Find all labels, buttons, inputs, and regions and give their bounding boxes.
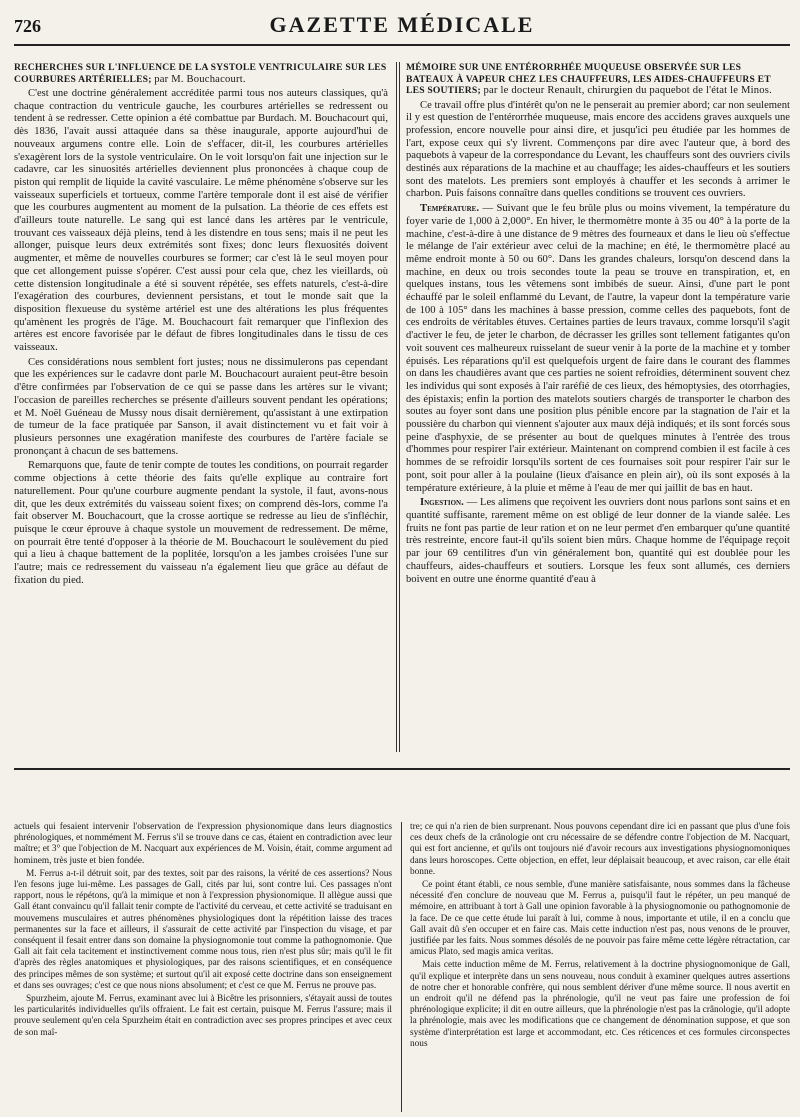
lower-left-column (14, 822, 392, 1041)
article2-paragraph-1: Ce travail offre plus d'intérêt qu'on ne le penserait au premier abord; car non seulement il y est question de l'entérorrhée muqueuse, mais encore des accidens graves auxquels une profession, encore nouvelle pour ainsi dire, et jusqu'ici peu étudiée par les hommes de l'art, expose ceux qui s'y livrent. Commençons par dire avec l'auteur que, à bord des paquebots à vapeur de la correspondance du Levant, les chauffeurs sont des ouvriers civils destinés aux réparations de la machine et au chauffage; les aides-chauffeurs et les soutiers sont des matelots. Les premiers sont employés à chauffer et les seconds à arrimer le charbon. Puis faisons connaître dans quelles conditions se trouvent ces ouvriers. (406, 99, 790, 200)
column-divider-double (399, 62, 400, 752)
article1-title (14, 62, 388, 85)
lower-left-paragraph-3: Spurzheim, ajoute M. Ferrus, examinant avec lui à Bicêtre les prisonniers, s'étayait aussi de toutes les particularités individuelles qu'ils offraient. Le fait est certain, puisque M. Ferrus l'assure; mais il prouve seulement qu'en cela Spurzheim était en contradiction avec ses propres principes et avec ceux de son maî- (14, 994, 392, 1038)
lower-right-paragraph-3: Mais cette induction même de M. Ferrus, relativement à la doctrine physiognomonique de Gall, qu'il explique et interprète dans un sens nouveau, nous conduit à examiner quelques autres assertions de notre cher et honorable confrère, qui nous semblent dériver d'une même source. Il nous avertit en un endroit qu'il ne défend pas la phrénologie, qu'il ne veut pas faire une profession de foi phrénologique explicite; il dit en outre ailleurs, que la phrénologie n'est pas la crânologie, qu'il adopte la phrénologie, mais avec les modifications que ce changement de dénomination suppose, et que son système d'interprétation est large et accommodant, etc. Ces réticences et ces formules circonspectes nous (410, 960, 790, 1049)
upper-section (14, 62, 790, 762)
article2-temperature-paragraph (406, 203, 790, 495)
page-number: 726 (14, 16, 41, 36)
article1-paragraph-2: Ces considérations nous semblent fort justes; nous ne dissimulerons pas cependant que les expériences sur le cadavre dont parle M. Bouchacourt auraient peut-être besoin d'être confirmées par l'observation de ce qui se passe dans les artères sur le vivant; l'occasion de pareilles recherches se présente d'ailleurs souvent pendant les opérations; et M. Noël Guéneau de Mussy nous disait dernièrement, qu'assistant à une extirpation de tumeur de la face pratiquée par Sanson, il avait distinctement vu et fait voir à plusieurs personnes une exagération manifeste des courbures de l'artère faciale se prononçant à chacun de ses battemens. (14, 356, 388, 457)
page (14, 10, 790, 1110)
journal-title: GAZETTE MÉDICALE (269, 12, 535, 37)
right-column (406, 62, 790, 588)
page-header (14, 10, 790, 46)
article1-paragraph-3: Remarquons que, faute de tenir compte de toutes les conditions, on pourrait regarder comme objections à cette théorie des faits qu'elle explique au contraire fort naturellement. Pour qu'une courbure augmente pendant la systole, il faut, avons-nous dit, que les deux extrémités du vaisseau soient fixes; on comprend dès-lors, comme l'a fait observer M. Bouchacourt, que la crosse aortique se redresse au lieu de s'infléchir, puisque le cœur éprouve à chaque systole un mouvement de redressement. De même, on pourrait être tenté d'opposer à la théorie de M. Bouchacourt le soulèvement du pied qui a lieu à chaque battement de la poplitée, lorsqu'on a les jambes croisées l'une sur l'autre; mais ce redressement du vaisseau n'a également lieu que grâce au défaut de fixation du pied. (14, 460, 388, 586)
lower-section (14, 822, 790, 1112)
lower-left-paragraph-2: M. Ferrus a-t-il détruit soit, par des textes, soit par des raisons, la vérité de ces assertions? Nous l'en fesons juge lui-même. Les passages de Gall, cités par lui, sont contre lui. Ces passages n'ont rapport, nous le répétons, qu'à la mimique et non à l'expression physionomique. Il allègue aussi que Gall étant convaincu qu'il fallait tenir compte de l'activité du cerveau, et cette activité se traduisant en mouvemens musculaires et autres phénomènes physiologiques dont la répétition laisse des traces permanentes sur la face et ailleurs, il s'assurait de cette activité par l'inspection du visage, et par conséquent il fesait entrer dans son domaine la physiognomonie tout comme la pathognomonie. Que Gall ait fait cela tacitement et instinctivement comme nous tous, rien n'est plus sûr; mais qu'il le fit d'après des règles anatomiques et physiologiques, par des raisons scientifiques, et en conséquence des principes mêmes de son système; et surtout qu'il ait exposé cette doctrine dans son enseignement et dans ses ouvrages; c'est ce que nous nions absolument; et c'est ce que M. Ferrus ne prouve pas. (14, 868, 392, 991)
section-separator (14, 768, 790, 770)
article2-title-text: MÉMOIRE SUR UNE ENTÉRORRHÉE MUQUEUSE OBSERVÉE SUR LES BATEAUX À VAPEUR CHEZ LES CHAUFFEURS, LES AIDES-CHAUFFEURS ET LES SOUTIERS; (406, 62, 771, 96)
lower-right-paragraph-1: tre; ce qui n'a rien de bien surprenant. Nous pouvons cependant dire ici en passant que plus d'une fois ces deux chefs de la crânologie ont cru nécessaire de se défendre contre l'objection de M. Nacquart, qui est fort ancienne, et qu'ils ont toujours nié d'avoir recours aux investigations physiognomoniques dans leurs horoscopes. Cette objection, en effet, leur déplaisait beaucoup, et avec raison, car elle était bonne. (410, 822, 790, 877)
article1-title-text: RECHERCHES SUR L'INFLUENCE DE LA SYSTOLE VENTRICULAIRE SUR LES COURBURES ARTÉRIELLES; (14, 62, 387, 85)
article1-author: par M. Bouchacourt. (154, 73, 246, 85)
section-head-temperature: Température. (420, 203, 479, 215)
ingestion-body: — Les alimens que reçoivent les ouvriers dont nous parlons sont sains et en quantité suffisante, rarement même on est obligé de leur donner de la viande salée. Les fruits ne font pas partie de leur ration et on ne leur permet d'en embarquer qu'une quantité très restreinte, encore faut-il qu'ils soient bien mûrs. Chaque homme de l'équipage reçoit par jour 69 centilitres d'un vin généralement bon, quantité qui est doublée pour les chauffeurs, aides-chauffeurs et soutiers. Lorsque les feux sont allumés, ces derniers boivent en outre une énorme quantité d'eau à (406, 497, 790, 585)
article2-title (406, 62, 790, 97)
left-column (14, 62, 388, 589)
lower-left-paragraph-1: actuels qui fesaient intervenir l'observation de l'expression physionomique dans leurs diagnostics phrénologiques, et nommément M. Ferrus s'il se trouve dans ce cas, étaient en contradiction avec leur maître; et 3° que l'objection de M. Nacquart aux expériences de M. Voisin, était, comme argument ad hominem, très juste et bien fondée. (14, 822, 392, 866)
article2-ingestion-paragraph (406, 497, 790, 586)
article2-author: par le docteur Renault, chirurgien du paquebot de l'état le Minos. (483, 85, 772, 96)
lower-column-divider (401, 822, 402, 1112)
section-head-ingestion: Ingestion. (420, 497, 464, 509)
lower-right-column (410, 822, 790, 1052)
temperature-body: — Suivant que le feu brûle plus ou moins vivement, la température du foyer varie de 1,000 à 2,000°. En hiver, le thermomètre monte à 35 ou 40° à la porte de la machine, c'est-à-dire à une distance de 9 mètres des fourneaux et dans le lieu où s'effectue le mélange de l'air extérieur avec celui de la machine; en été, le thermomètre placé au même endroit monte à 50 ou 60°. Dans les grandes chaleurs, lorsqu'on descend dans la machine, en deux ou trois secondes toute la peau se trouve en transpiration, et, en quelques instans, tous les vêtemens sont imbibés de sueur. Ainsi, d'une part le pont échauffé par le soleil enflammé du Levant, de l'autre, la vapeur dont la température varie de 100 à 105° dans les machines à basse pression, comme celles des paquebots, font de ces endroits de véritables étuves. Certaines parties de leurs travaux, comme lorsqu'il s'agit d'activer le feu, de jeter le charbon, de décrasser les grilles sont tellement fatigantes qu'on voit souvent ces malheureux ruisselant de sueur venir à la porte de la machine et y tomber épuisés. Les réparations qu'il est quelquefois urgent de faire dans le courant des flammes on dans les chaudières avant que ces parties ne soient refroidies, déterminent souvent chez les individus qui sont exposés à l'air raréfié de ces lieux, des hémoptysies, des otorrhagies, des épistaxis; enfin la portion des matelots soutiers chargés de transporter le charbon des soutes au foyer sont dans une position plus pénible encore par la stagnation de l'air et la poussière du charbon qui viennent s'ajouter aux maux déjà indiqués; et ils sont forcés sous peine d'asphyxie, de se présenter au bout de quelques minutes à l'entrée des trous d'hommes pour respirer l'air extérieur. Maintenant on comprend combien il est facile à ces hommes de se refroidir lorsqu'ils sortent de ces fournaises soit pour respirer l'air sur le pont, soit pour aller à la poulaine (lieux d'aisance en plein air), où ils sont exposés à la température extérieure, à la pluie et même à l'eau de mer qui jaillit de bas en haut. (406, 203, 790, 494)
lower-right-paragraph-2: Ce point étant établi, ce nous semble, d'une manière satisfaisante, nous sommes dans la fâcheuse nécessité d'en conclure de nouveau que M. Ferrus a, puisqu'il faut le répéter, un peu manqué de mémoire, en attribuant à tort à Gall une opinion favorable à la physiognomonie ou pathognomonie de la face. De ce que cette étude lui paraît à lui, comme à nous, importante et utile, il en a conclu que Gall avait dû s'en occuper et en faire cas. Mais cette induction n'est pas, nous venons de le prouver, justifiée par les faits. Nous sommes désolés de ne pouvoir pas faire même cette légère rétractation, car amicus Plato, sed magis amica veritas. (410, 880, 790, 958)
article1-paragraph-1: C'est une doctrine généralement accréditée parmi tous nos auteurs classiques, qu'à chaque contraction du ventricule gauche, les courbures artérielles se redressent ou tendent à se redresser. Cette opinion a été combattue par Burdach. M. Bouchacourt qui, dès 1836, l'avait aussi attaquée dans sa thèse inaugurale, apporte aujourd'hui de nouveaux argumens contre elle. Loin de s'effacer, dit-il, les courbures artérielles s'exagèrent lors de la systole ventriculaire. On le voit lorsqu'on fait une injection sur le cadavre, car les sinuosités artérielles deviennent plus prononcées à chaque coup de piston qui remplit de liquide la cavité vasculaire. Le même phénomène s'observe sur les vaisseaux superficiels et tortueux, comme l'artère temporale dont il est aisé de vérifier que les courbures augmentent au moment de la pulsation. La théorie de ces effets est d'ailleurs toute naturelle. Le sang qui est lancé dans les artères par le ventricule, trouvant ces vaisseaux déjà pleins, tend à les distendre en tous sens; mais il ne peut les allonger, puisque leurs deux extrémités sont fixes; donc leurs flexuosités doivent augmenter, et même de nouvelles courbures se former; car c'est là le seul moyen pour que cet allongement puisse s'opérer. C'est aussi pour cela que, chez les vieillards, où cette distension longitudinale a été si souvent répétée, ses effets naturels, c'est-à-dire l'exagération des courbures, deviennent persistans, et tout le monde sait que la disposition flexueuse du système artériel est une des altérations les plus fréquentes qu'amènent les progrès de l'âge. M. Bouchacourt fait remarquer que l'inflexion des artères est encore favorisée par le défaut de fibres longitudinales dans le tissu de ces vaisseaux. (14, 88, 388, 354)
column-divider (396, 62, 397, 752)
